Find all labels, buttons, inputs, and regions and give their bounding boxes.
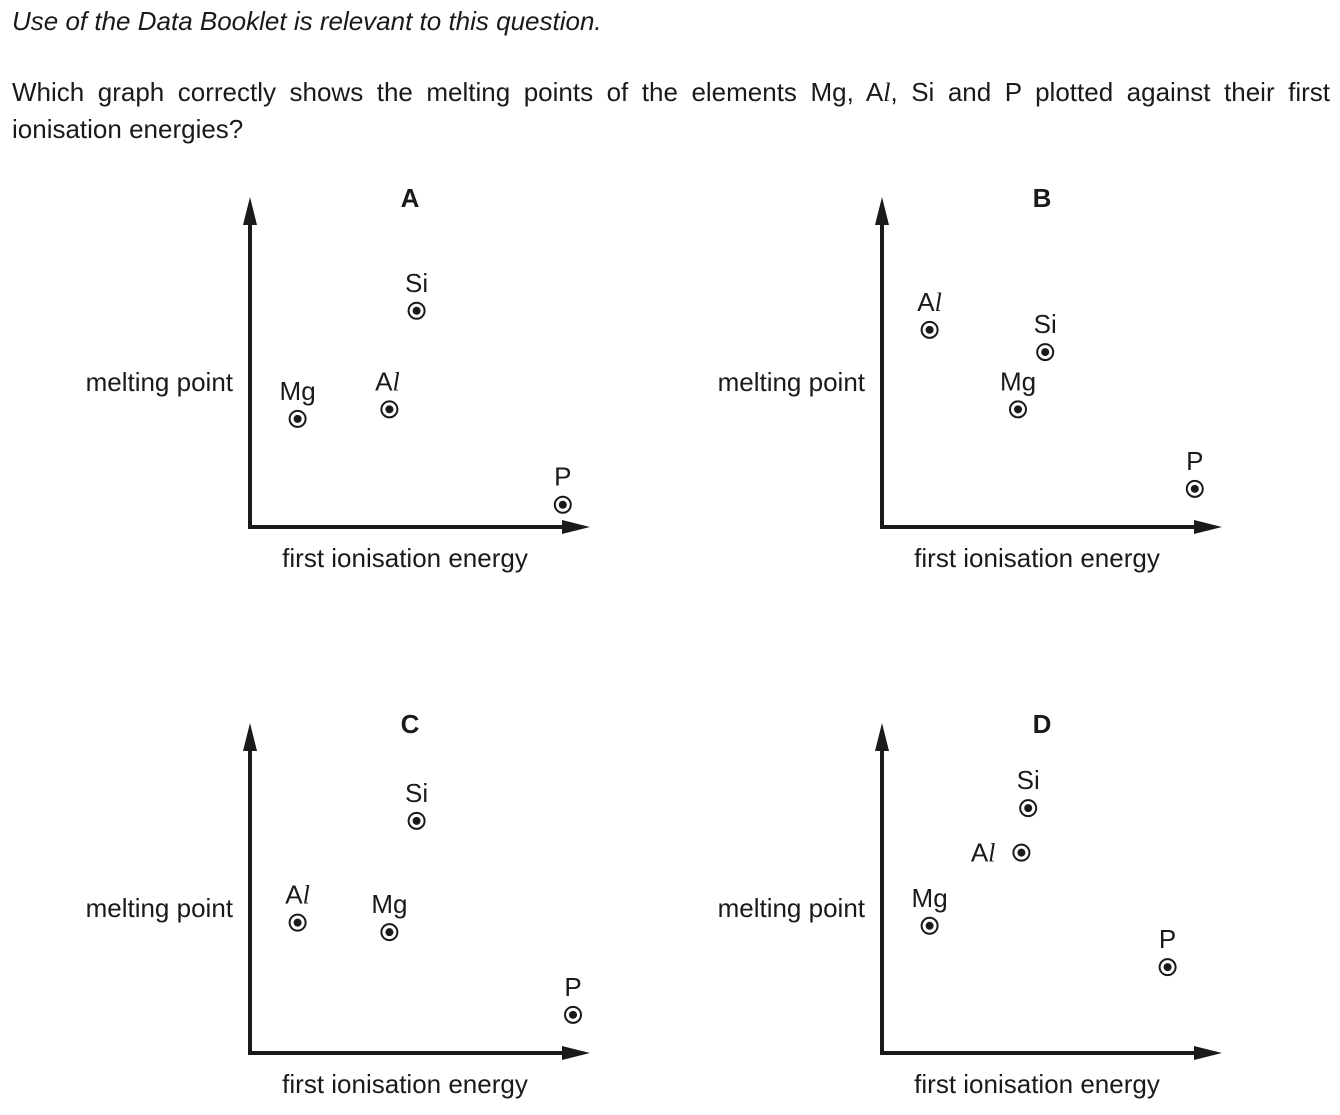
graph-d-label-al: Al xyxy=(970,837,996,868)
graph-b-point-mg-dot xyxy=(1014,405,1022,413)
question-text-part-1: Which graph correctly shows the melting points of the elements Mg, A xyxy=(12,77,884,107)
graph-a-x-label: first ionisation energy xyxy=(282,543,528,573)
graph-a-point-si-dot xyxy=(413,307,421,315)
graph-c-point-al-dot xyxy=(294,919,302,927)
graph-c-y-arrow xyxy=(243,723,257,751)
graph-d-point-si xyxy=(1017,765,1040,816)
graph-b-y-label: melting point xyxy=(717,367,865,397)
graph-a-label-mg: Mg xyxy=(279,375,316,406)
graph-d-point-si-dot xyxy=(1024,804,1032,812)
graph-b-y-arrow xyxy=(875,197,889,225)
graph-d-point-al-dot xyxy=(1017,849,1025,857)
graph-c-point-mg xyxy=(371,889,407,940)
graph-a-label-al: Al xyxy=(375,366,400,397)
graph-c-point-al xyxy=(285,880,310,931)
graph-a-point-al-dot xyxy=(385,405,393,413)
graph-a-label-p: P xyxy=(554,461,572,492)
graph-b-title: B xyxy=(1032,183,1052,213)
graph-a-label-si: Si xyxy=(405,267,429,298)
graph-d-label-mg: Mg xyxy=(911,882,948,913)
graph-c-x-arrow xyxy=(562,1046,590,1060)
graph-a-title: A xyxy=(400,183,420,213)
graph-c-point-mg-dot xyxy=(385,928,393,936)
graph-a-point-mg-dot xyxy=(294,415,302,423)
graph-b-label-mg: Mg xyxy=(999,366,1037,397)
graph-b-point-p-dot xyxy=(1191,485,1199,493)
graph-b-label-p: P xyxy=(1186,445,1204,476)
graph-c-label-si: Si xyxy=(405,777,429,808)
graph-b-point-al xyxy=(917,287,942,338)
graph-c-label-p: P xyxy=(564,971,582,1002)
graph-d-label-p: P xyxy=(1158,924,1177,955)
graph-d-point-mg xyxy=(912,883,948,934)
question-text-ell: l xyxy=(883,78,891,107)
graph-b-x-arrow xyxy=(1194,520,1222,534)
graph-d-x-label: first ionisation energy xyxy=(914,1069,1160,1099)
graph-b-label-al: Al xyxy=(917,286,942,317)
graph-d-point-p-dot xyxy=(1164,963,1172,971)
graph-c-label-al: Al xyxy=(285,879,310,910)
graph-c-y-label: melting point xyxy=(85,893,233,923)
graph-a-point-mg xyxy=(280,376,316,427)
graph-b-point-si xyxy=(1034,309,1057,360)
graph-c-point-p-dot xyxy=(569,1011,577,1019)
graph-b-point-p xyxy=(1186,446,1203,497)
graph-a-y-label: melting point xyxy=(85,367,233,397)
graph-d-point-p xyxy=(1159,924,1176,975)
graph-b-point-mg xyxy=(1000,366,1036,417)
graph-c xyxy=(86,709,590,1099)
graph-c-title: C xyxy=(400,709,420,739)
graph-a-x-arrow xyxy=(562,520,590,534)
graph-c-point-p xyxy=(564,972,581,1023)
graph-d-y-arrow xyxy=(875,723,889,751)
graph-b-x-label: first ionisation energy xyxy=(914,543,1160,573)
question-text-part-2: , Si and P plotted against their first ionisation energies? xyxy=(12,77,1330,144)
graph-d-point-mg-dot xyxy=(926,922,934,930)
graph-c-point-si xyxy=(405,778,428,829)
graph-b-point-si-dot xyxy=(1041,348,1049,356)
graph-b-label-si: Si xyxy=(1033,309,1057,340)
graph-b xyxy=(718,183,1222,573)
graph-d xyxy=(718,709,1222,1099)
graph-d-label-si: Si xyxy=(1016,765,1040,796)
graph-d-title: D xyxy=(1032,709,1052,739)
graph-d-point-al xyxy=(971,838,1030,868)
graph-a xyxy=(86,183,590,573)
graph-a-point-si xyxy=(405,268,428,319)
graph-a-point-al xyxy=(375,366,400,417)
graph-d-y-label: melting point xyxy=(717,893,865,923)
graph-a-point-p-dot xyxy=(559,501,567,509)
graph-c-x-label: first ionisation energy xyxy=(282,1069,528,1099)
graph-d-x-arrow xyxy=(1194,1046,1222,1060)
graph-b-point-al-dot xyxy=(926,326,934,334)
graph-c-point-si-dot xyxy=(413,817,421,825)
instruction-note: Use of the Data Booklet is relevant to this question. xyxy=(12,6,602,36)
graph-c-label-mg: Mg xyxy=(371,889,408,920)
graph-a-point-p xyxy=(554,462,571,513)
graph-a-y-arrow xyxy=(243,197,257,225)
